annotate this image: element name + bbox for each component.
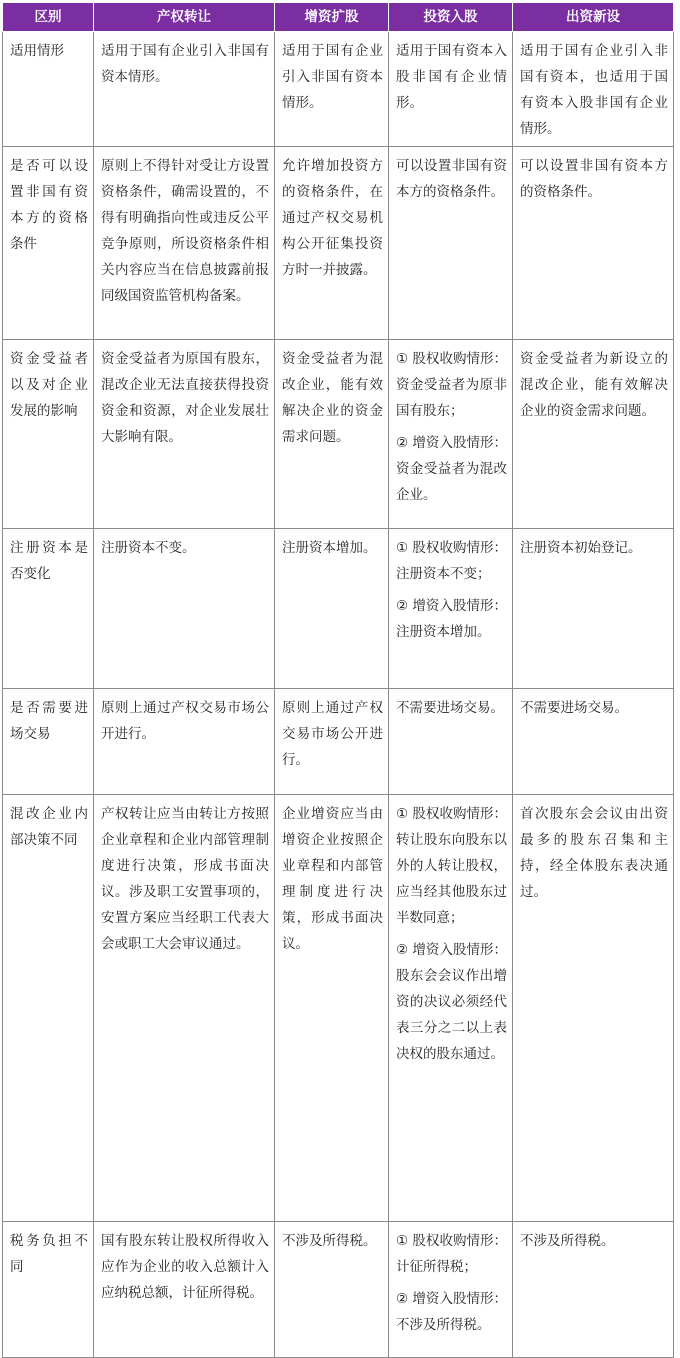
- cell-equity-transfer: [94, 147, 275, 340]
- cell-capital-increase: [275, 689, 389, 795]
- cell-text: 适用于国有资本入股非国有企业情形。: [396, 43, 507, 111]
- row-category: 注册资本是否变化: [3, 529, 94, 689]
- cell-equity-transfer: [94, 32, 275, 147]
- cell-text: 产权转让应当由转让方按照企业章程和企业内部管理制度进行决策，形成书面决议。涉及职工安置事项的，安置方案应当经职工代表大会或职工大会审议通过。: [101, 806, 269, 952]
- table-row: [3, 340, 674, 529]
- cell-equity-transfer: [94, 1222, 275, 1358]
- cell-text: 不需要进场交易。: [396, 700, 504, 716]
- cell-text: 首次股东会会议由出资最多的股东召集和主持，经全体股东表决通过。: [520, 806, 668, 900]
- cell-text: 资金受益者为新设立的混改企业，能有效解决企业的资金需求问题。: [520, 351, 668, 419]
- table-row: [3, 1222, 674, 1358]
- row-category: 适用情形: [3, 32, 94, 147]
- cell-capital-increase: [275, 1222, 389, 1358]
- row-category: 是否可以设置非国有资本方的资格条件: [3, 147, 94, 340]
- cell-capital-increase: [275, 147, 389, 340]
- cell-text: 资金受益者为原国有股东，混改企业无法直接获得投资资金和资源，对企业发展壮大影响有限。: [101, 351, 269, 445]
- cell-capital-increase: [275, 340, 389, 529]
- cell-equity-transfer: [94, 795, 275, 1222]
- cell-text: 适用于国有企业引入非国有资本情形。: [282, 43, 383, 111]
- table-row: [3, 795, 674, 1222]
- cell-capital-increase: [275, 529, 389, 689]
- header-equity-transfer: 产权转让: [94, 3, 275, 32]
- cell-equity-transfer: [94, 529, 275, 689]
- cell-text: 可以设置非国有资本方的资格条件。: [520, 158, 668, 200]
- cell-investment-shares: [389, 147, 513, 340]
- cell-investment-shares: [389, 32, 513, 147]
- cell-text: 原则上通过产权交易市场公开进行。: [282, 700, 383, 768]
- row-category: 是否需要进场交易: [3, 689, 94, 795]
- cell-investment-shares: [389, 689, 513, 795]
- cell-text-equity-acquisition: ① 股权收购情形：计征所得税；: [396, 1233, 507, 1275]
- cell-new-establishment: [513, 340, 674, 529]
- cell-text: 国有股东转让股权所得收入应作为企业的收入总额计入应纳税总额，计征所得税。: [101, 1233, 269, 1301]
- cell-capital-increase: [275, 795, 389, 1222]
- cell-text: 注册资本初始登记。: [520, 540, 642, 556]
- cell-text: 可以设置非国有资本方的资格条件。: [396, 158, 507, 200]
- table-row: [3, 529, 674, 689]
- cell-new-establishment: [513, 795, 674, 1222]
- cell-text-capital-injection: ② 增资入股情形：注册资本增加。: [396, 598, 507, 640]
- table-row: [3, 689, 674, 795]
- row-category: 税务负担不同: [3, 1222, 94, 1358]
- cell-investment-shares: [389, 529, 513, 689]
- cell-text: 企业增资应当由增资企业按照企业章程和内部管理制度进行决策，形成书面决议。: [282, 806, 383, 952]
- cell-text: 不涉及所得税。: [282, 1233, 377, 1249]
- header-new-establishment: 出资新设: [513, 3, 674, 32]
- cell-investment-shares: [389, 340, 513, 529]
- cell-text: 不涉及所得税。: [520, 1233, 615, 1249]
- cell-text-capital-injection: ② 增资入股情形：股东会会议作出增资的决议必须经代表三分之二以上表决权的股东通过。: [396, 942, 507, 1062]
- cell-new-establishment: [513, 529, 674, 689]
- row-category: 资金受益者以及对企业发展的影响: [3, 340, 94, 529]
- header-capital-increase: 增资扩股: [275, 3, 389, 32]
- cell-text: 注册资本增加。: [282, 540, 377, 556]
- row-category: 混改企业内部决策不同: [3, 795, 94, 1222]
- table-body: [3, 32, 674, 1358]
- cell-investment-shares: [389, 795, 513, 1222]
- cell-text: 注册资本不变。: [101, 540, 196, 556]
- cell-new-establishment: [513, 32, 674, 147]
- table-row: [3, 32, 674, 147]
- cell-text-equity-acquisition: ① 股权收购情形：资金受益者为原非国有股东；: [396, 351, 507, 419]
- header-row: [3, 3, 674, 32]
- cell-text: 适用于国有企业引入非国有资本，也适用于国有资本入股非国有企业情形。: [520, 43, 668, 137]
- cell-text-equity-acquisition: ① 股权收购情形：注册资本不变；: [396, 540, 507, 582]
- header-category: 区别: [3, 3, 94, 32]
- cell-text: 不需要进场交易。: [520, 700, 628, 716]
- cell-text: 允许增加投资方的资格条件，在通过产权交易机构公开征集投资方时一并披露。: [282, 158, 383, 278]
- cell-equity-transfer: [94, 689, 275, 795]
- header-investment-shares: 投资入股: [389, 3, 513, 32]
- cell-investment-shares: [389, 1222, 513, 1358]
- comparison-table: [2, 2, 674, 1358]
- cell-new-establishment: [513, 689, 674, 795]
- cell-equity-transfer: [94, 340, 275, 529]
- cell-text-capital-injection: ② 增资入股情形：不涉及所得税。: [396, 1291, 507, 1333]
- cell-text: 资金受益者为混改企业，能有效解决企业的资金需求问题。: [282, 351, 383, 445]
- table-row: [3, 147, 674, 340]
- cell-text: 适用于国有企业引入非国有资本情形。: [101, 43, 269, 85]
- cell-new-establishment: [513, 147, 674, 340]
- cell-capital-increase: [275, 32, 389, 147]
- cell-new-establishment: [513, 1222, 674, 1358]
- cell-text: 原则上通过产权交易市场公开进行。: [101, 700, 269, 742]
- cell-text: 原则上不得针对受让方设置资格条件，确需设置的，不得有明确指向性或违反公平竞争原则，所设资格条件相关内容应当在信息披露前报同级国资监管机构备案。: [101, 158, 269, 304]
- cell-text-equity-acquisition: ① 股权收购情形：转让股东向股东以外的人转让股权，应当经其他股东过半数同意；: [396, 806, 507, 926]
- cell-text-capital-injection: ② 增资入股情形：资金受益者为混改企业。: [396, 435, 507, 503]
